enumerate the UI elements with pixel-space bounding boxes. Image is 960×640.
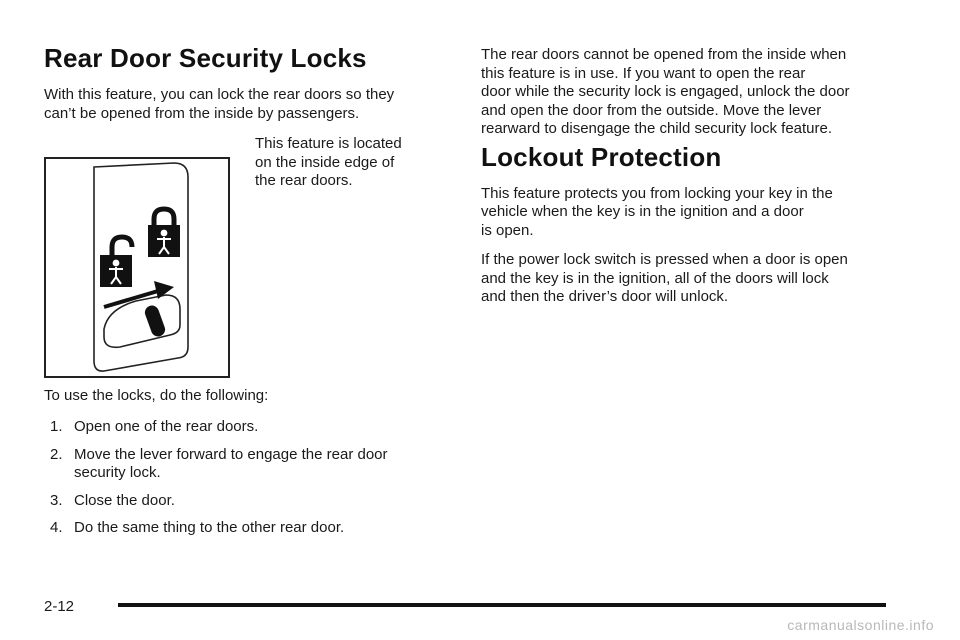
paragraph-line: The rear doors cannot be opened from the inside when (481, 46, 847, 63)
list-item (44, 492, 444, 511)
paragraph-line: and open the door from the outside. Move the lever (481, 101, 822, 119)
steps-list (44, 418, 444, 547)
paragraph-line: this feature is in use. If you want to open the rear (481, 64, 806, 82)
paragraph-line: door while the security lock is engaged, unlock the door (481, 83, 850, 100)
intro-line: With this feature, you can lock the rear doors so they (44, 86, 395, 103)
intro-paragraph (44, 86, 444, 123)
child-lock-illustration (44, 157, 230, 378)
list-item (44, 418, 444, 437)
paragraph-line: This feature protects you from locking your key in the (481, 184, 833, 202)
caption-line: on the inside edge of (255, 153, 395, 171)
right-column (481, 46, 901, 307)
section-heading-rear-door-security-locks: Rear Door Security Locks (44, 43, 367, 73)
list-item (44, 446, 444, 483)
caption-line: the rear doors. (255, 172, 353, 189)
step-line: Move the lever forward to engage the rear door (74, 445, 388, 463)
step-line: Do the same thing to the other rear door. (74, 519, 345, 536)
paragraph-line: and the key is in the ignition, all of the doors will lock (481, 269, 829, 287)
step-line: security lock. (74, 464, 161, 481)
step-number: 4. (50, 519, 63, 536)
child-lock-lever-icon (46, 159, 228, 376)
left-column (44, 40, 444, 536)
step-number: 2. (50, 445, 63, 463)
figure-row (44, 135, 444, 375)
step-line: Open one of the rear doors. (74, 418, 259, 435)
section-heading-lockout-protection: Lockout Protection (481, 141, 722, 172)
rear-door-paragraph (481, 46, 901, 139)
step-number: 3. (50, 491, 63, 509)
paragraph-line: vehicle when the key is in the ignition and a door (481, 203, 804, 220)
figure-caption (255, 135, 445, 191)
paragraph-line: and then the driver’s door will unlock. (481, 288, 729, 305)
lockout-paragraph-2 (481, 251, 901, 307)
footer-divider (118, 603, 886, 607)
lockout-paragraph-1 (481, 185, 901, 241)
intro-line: can’t be opened from the inside by passengers. (44, 104, 360, 122)
caption-line: This feature is located (255, 135, 402, 152)
step-number: 1. (50, 418, 63, 435)
list-item (44, 519, 444, 538)
steps-intro: To use the locks, do the following: (44, 387, 269, 404)
paragraph-line: rearward to disengage the child security lock feature. (481, 120, 833, 137)
paragraph-line: If the power lock switch is pressed when a door is open (481, 251, 848, 268)
step-line: Close the door. (74, 491, 175, 509)
watermark: carmanualsonline.info (787, 617, 934, 633)
page-number: 2-12 (44, 598, 75, 615)
paragraph-line: is open. (481, 221, 534, 239)
